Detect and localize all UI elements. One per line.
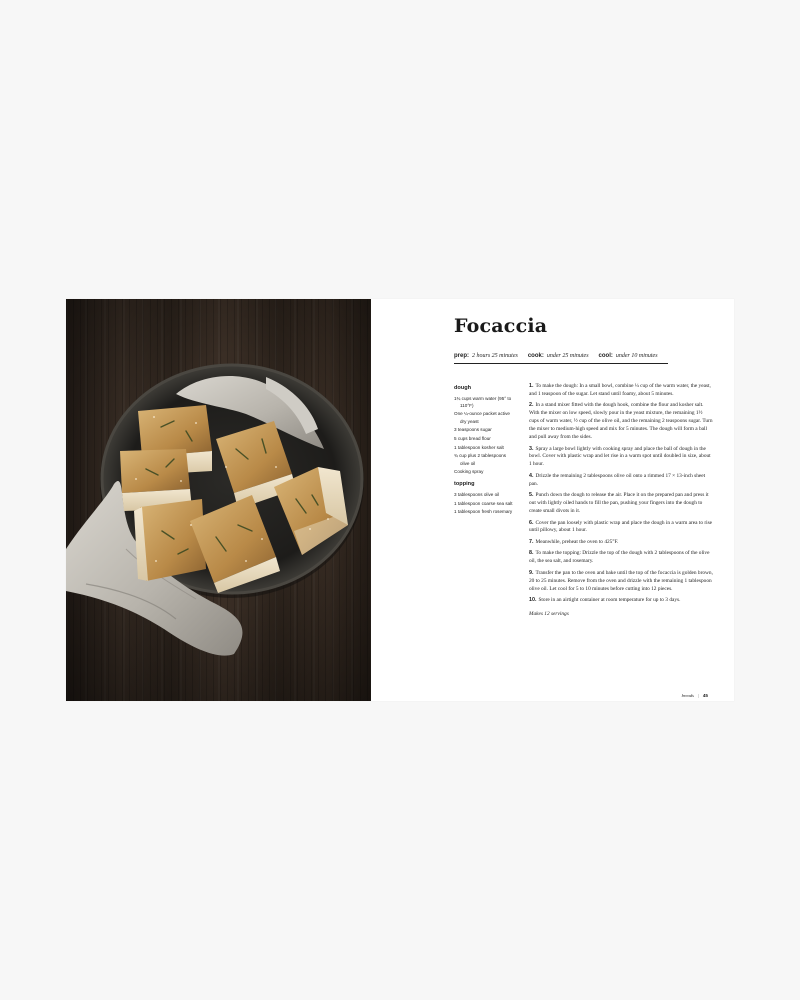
method-step: 8. To make the topping: Drizzle the top of the dough with 2 tablespoons of the olive oil, the sea salt, and rosemary. bbox=[529, 550, 710, 565]
method-step: 10. Store in an airtight container at room temperature for up to 3 days. bbox=[529, 597, 681, 604]
page-number: 45 bbox=[702, 693, 708, 698]
ingredient-item: 1 tablespoon kosher salt bbox=[454, 444, 504, 450]
ingredient-item: ¾ cup plus 2 tablespoons olive oil bbox=[454, 453, 507, 466]
ingredient-item: 1 tablespoon fresh rosemary bbox=[454, 509, 513, 515]
method-step: 1. To make the dough: In a small bowl, combine ¼ cup of the warm water, the yeast, and 1 teaspoon of the sugar. Let stand until foamy, about 5 minutes. bbox=[529, 383, 711, 397]
method-step: 6. Cover the pan loosely with plastic wrap and place the dough in a warm area to rise until pillowy, about 1 hour. bbox=[529, 519, 713, 534]
method-steps bbox=[529, 383, 713, 624]
page-footer bbox=[682, 693, 708, 698]
ingredient-item: One ¼-ounce packet active dry yeast bbox=[454, 411, 510, 424]
focaccia-photo-page bbox=[66, 299, 371, 701]
section-name: breads bbox=[681, 693, 694, 698]
prep-time: prep: 2 hours 25 minutes bbox=[454, 353, 518, 359]
ingredient-item: 1¾ cups warm water (95° to 110°F) bbox=[454, 395, 512, 408]
book-spread bbox=[66, 299, 734, 701]
method-step: 3. Spray a large bowl lightly with cooking spray and place the ball of dough in the bowl. Cover with plastic wrap and let rise in a warm spot until doubled in size, about 1 hour. bbox=[529, 445, 711, 468]
recipe-title: Focaccia bbox=[454, 315, 548, 337]
method-step: 4. Drizzle the remaining 2 tablespoons olive oil onto a rimmed 17 × 13-inch sheet pan. bbox=[529, 472, 706, 487]
ingredient-item: 5 cups bread flour bbox=[454, 435, 491, 441]
ingredients-list bbox=[454, 384, 522, 517]
focaccia-bowl-photo bbox=[66, 299, 371, 701]
ingredient-item: 1 tablespoon coarse sea salt bbox=[454, 500, 513, 506]
cool-time: cool: under 10 minutes bbox=[598, 353, 658, 359]
recipe-times bbox=[454, 353, 668, 359]
ingredient-item: 3 teaspoons sugar bbox=[454, 427, 492, 433]
method-step: 5. Punch down the dough to release the air. Place it on the prepared pan and press it out with lightly oiled hands to fill the pan, pushing your fingers into the dough to create small divots in it. bbox=[529, 492, 709, 515]
ingredient-item: Cooking spray bbox=[454, 469, 484, 475]
footer-separator: | bbox=[697, 693, 699, 698]
method-step: 2. In a stand mixer fitted with the dough hook, combine the flour and kosher salt. With the mixer on low speed, slowly pour in the yeast mixture, the remaining 1½ cups of warm water, ½ cup of the olive oil, and the remaining 2 teaspoons sugar. Turn the mixer to medium-high speed and mix for 5 minutes. The dough will form a ball and pull away from the sides. bbox=[529, 402, 713, 441]
header-rule bbox=[454, 363, 668, 364]
ingredients-heading-dough: dough bbox=[454, 385, 472, 391]
method-step: 7. Meanwhile, preheat the oven to 425°F. bbox=[529, 538, 619, 545]
cook-time: cook: under 25 minutes bbox=[527, 353, 589, 359]
method-step: 9. Transfer the pan to the oven and bake until the top of the focaccia is golden brown, 20 to 25 minutes. Remove from the oven and drizzle with the remaining 1 tablespoon olive oil. Let cool for 5 to 10 minutes before cutting into 12 pieces. bbox=[529, 569, 713, 592]
ingredient-item: 3 tablespoons olive oil bbox=[454, 491, 500, 497]
recipe-yield: Makes 12 servings bbox=[529, 611, 569, 618]
recipe-page bbox=[371, 299, 734, 701]
ingredients-heading-topping: topping bbox=[454, 481, 475, 488]
